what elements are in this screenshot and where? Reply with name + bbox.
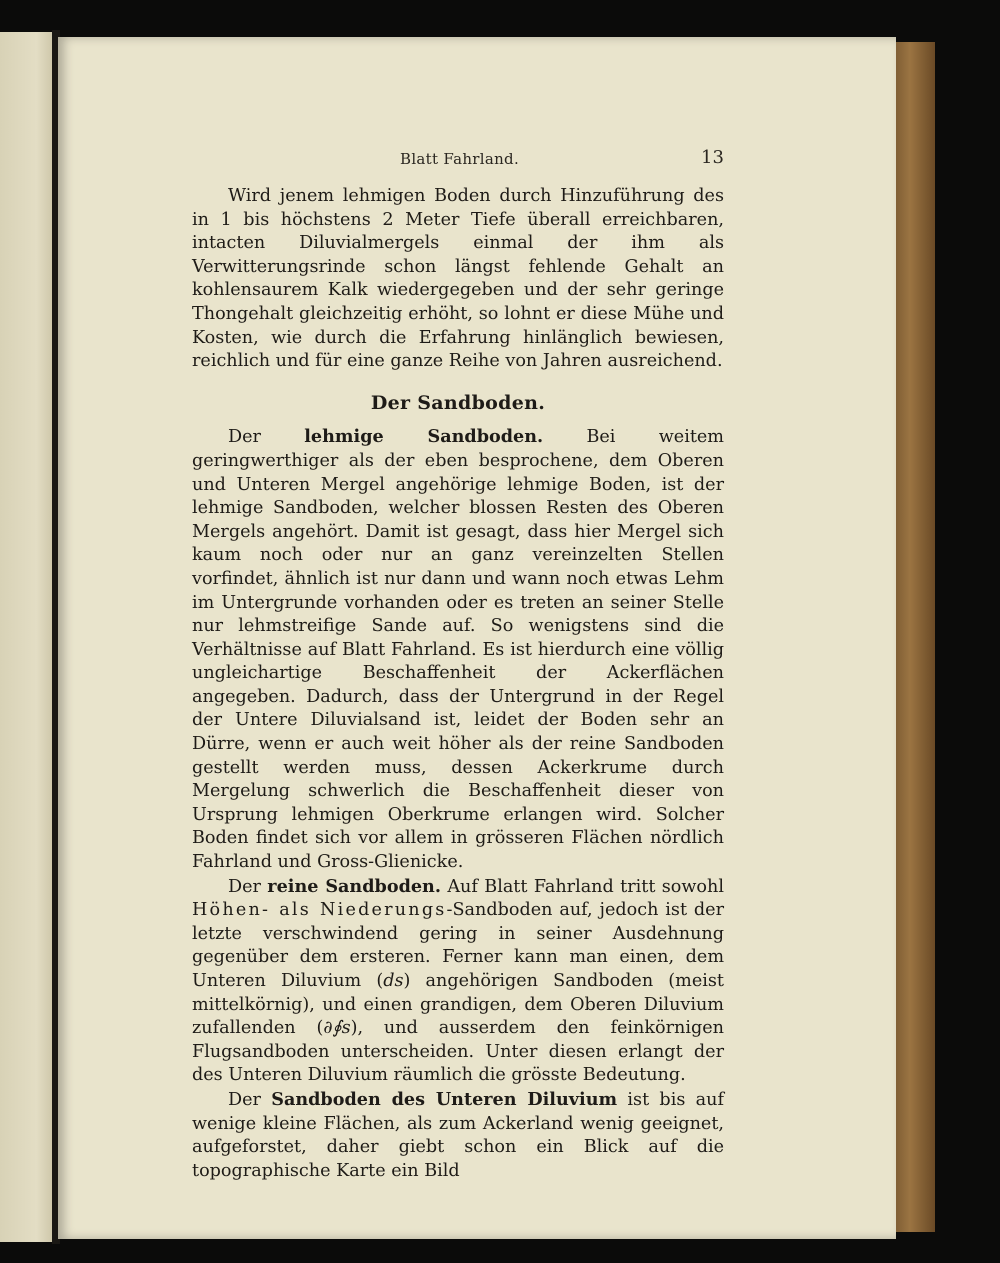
running-title: Blatt Fahrland.: [400, 150, 520, 168]
paragraph-4: [192, 1088, 724, 1183]
paragraph-1: Wird jenem lehmigen Boden durch Hinzuführung des in 1 bis höchstens 2 Meter Tiefe überall erreichbaren, intacten Diluvialmergels einmal der ihm als Verwitterungsrinde schon längst fehlende Gehalt an kohlensaurem Kalk wiedergegeben und der sehr geringe Thongehalt gleichzeitig erhöht, so lohnt er diese Mühe und Kosten, wie durch die Erfahrung hinlänglich bewiesen, reichlich und für eine ganze Reihe von Jahren ausreichend.: [192, 186, 724, 372]
paragraph-3-text-1: Auf Blatt Fahrland tritt sowohl: [440, 876, 724, 897]
page-number: 13: [701, 147, 724, 168]
paragraph-3-text-2: -Sandboden auf, jedoch ist der letzte verschwindend gering in seiner Ausdehnung gegenüber dem ersteren. Ferner kann man einen, dem Unteren Diluvium (: [192, 900, 724, 991]
section-heading: Der Sandboden.: [370, 391, 546, 414]
body-text: [192, 185, 724, 1183]
paragraph-3-term: reine Sandboden.: [267, 875, 441, 897]
paragraph-3-spaced: Höhen- als Niederungs: [192, 900, 447, 921]
paragraph-4-text: ist bis auf wenige kleine Flächen, als zum Ackerland wenig geeignet, aufgeforstet, daher giebt schon ein Blick auf die topographische Karte ein Bild: [192, 1089, 724, 1181]
paragraph-3-symbol-1: ds: [383, 971, 404, 991]
paragraph-3-text-4: ), und ausserdem den feinkörnigen Flugsandboden unterscheiden. Unter diesen erlangt der des Unteren Diluvium räumlich die grösste Bedeutung.: [192, 1018, 724, 1086]
page-stack-edge: [893, 42, 935, 1232]
book-page: [58, 37, 896, 1239]
paragraph-2-text: Bei weitem geringwerthiger als der eben besprochene, dem Oberen und Unteren Mergel angehörige lehmige Boden, ist der lehmige Sandboden, welcher blossen Resten des Oberen Mergels angehört. Damit ist gesagt, dass hier Mergel sich kaum noch oder nur an ganz vereinzelten Stellen vorfindet, ähnlich ist nur dann und wann noch etwas Lehm im Untergrunde vorhanden oder es treten an seiner Stelle nur lehmstreifige Sande auf. So wenigstens sind die Verhältnisse auf Blatt Fahrland. Es ist hierdurch eine völlig ungleichartige Beschaffenheit der Ackerflächen angegeben. Dadurch, dass der Untergrund in der Regel der Untere Diluvialsand ist, leidet der Boden sehr an Dürre, wenn er auch weit höher als der reine Sandboden gestellt werden muss, dessen Ackerkrume durch Mergelung schwerlich die Beschaffenheit dieser von Ursprung lehmigen Oberkrume erlangen wird. Solcher Boden findet sich vor allem in grösseren Flächen nördlich Fahrland und Gross-Glienicke.: [192, 427, 724, 873]
paragraph-3-symbol-2: ∂∮s: [323, 1018, 351, 1039]
paragraph-3-text-3: ) angehörigen Sandboden (meist mittelkörnig), und einen grandigen, dem Oberen Diluvium zufallenden (: [192, 971, 724, 1039]
left-page-edge: [0, 32, 55, 1242]
paragraph-2-lead: Der: [228, 427, 305, 448]
paragraph-2: [192, 425, 724, 874]
page-header: [58, 147, 896, 180]
paragraph-3-lead: Der: [228, 876, 268, 897]
paragraph-2-term: lehmige Sandboden.: [304, 426, 544, 448]
paragraph-4-lead: Der: [228, 1089, 272, 1110]
paragraph-4-term: Sandboden des Unteren Diluvium: [271, 1088, 618, 1110]
paragraph-3: [192, 875, 724, 1088]
